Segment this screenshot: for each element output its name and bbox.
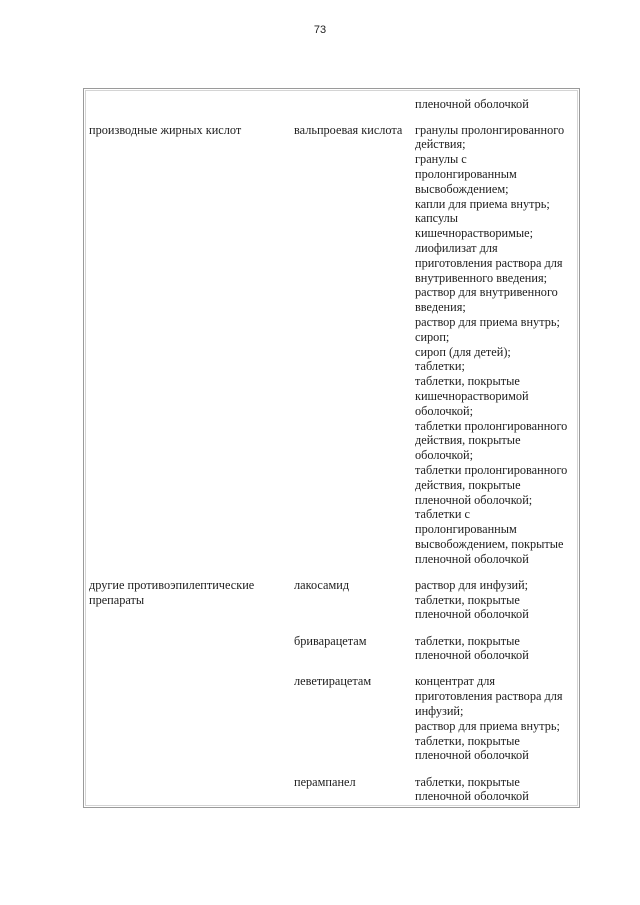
forms-line: приготовления раствора для — [415, 255, 563, 270]
drug-cell — [294, 123, 415, 567]
forms-line: высвобождением; — [415, 181, 509, 196]
forms-line: пролонгированным — [415, 167, 517, 182]
forms-line: сироп (для детей); — [415, 344, 511, 359]
forms-line: введения; — [415, 300, 466, 315]
forms-line: таблетки пролонгированного — [415, 418, 568, 433]
drug-line: лакосамид — [294, 577, 350, 592]
group-cell — [89, 775, 294, 805]
forms-line: оболочкой; — [415, 448, 474, 463]
drug-line: бриварацетам — [294, 633, 367, 648]
group-cell — [89, 634, 294, 664]
forms-line: таблетки; — [415, 359, 465, 374]
forms-line: капли для приема внутрь; — [415, 196, 550, 211]
table-row — [84, 123, 579, 567]
forms-line: раствор для инфузий; — [415, 577, 529, 592]
forms-line: высвобождением, покрытые — [415, 537, 564, 551]
forms-line: инфузий; — [415, 704, 464, 719]
forms-line: приготовления раствора для — [415, 689, 563, 704]
forms-line: пленочной оболочкой; — [415, 492, 533, 507]
forms-line: концентрат для — [415, 674, 496, 689]
forms-line: гранулы с — [415, 152, 467, 167]
group-line: производные жирных кислот — [89, 122, 242, 137]
table-row — [84, 634, 579, 664]
group-cell — [89, 123, 294, 567]
forms-line: пленочной оболочкой — [415, 789, 529, 804]
group-line: другие противоэпилептические — [89, 577, 255, 592]
forms-line: действия; — [415, 137, 466, 152]
forms-line: таблетки, покрытые — [415, 633, 520, 648]
forms-line: пленочной оболочкой — [415, 748, 529, 763]
forms-line: таблетки с — [415, 507, 470, 522]
drug-line: вальпроевая кислота — [294, 122, 403, 137]
table-rows — [84, 97, 579, 805]
forms-line: пленочной оболочкой — [415, 96, 529, 111]
forms-cell — [415, 578, 581, 622]
forms-cell — [415, 123, 581, 567]
forms-line: раствор для внутривенного — [415, 285, 558, 300]
drug-line: леветирацетам — [294, 674, 372, 689]
forms-line: пленочной оболочкой — [415, 648, 529, 663]
forms-line: пленочной оболочкой — [415, 607, 529, 622]
forms-line: внутривенного введения; — [415, 270, 548, 285]
forms-line: пролонгированным — [415, 522, 517, 537]
table-row — [84, 578, 579, 622]
drug-table — [83, 88, 580, 808]
forms-cell — [415, 775, 581, 805]
drug-cell — [294, 578, 415, 622]
forms-line: гранулы пролонгированного — [415, 122, 565, 137]
forms-line: раствор для приема внутрь; — [415, 718, 560, 733]
forms-line: оболочкой; — [415, 403, 474, 418]
forms-line: раствор для приема внутрь; — [415, 315, 560, 330]
drug-cell — [294, 674, 415, 763]
forms-line: лиофилизат для — [415, 241, 498, 256]
forms-line: таблетки пролонгированного — [415, 463, 568, 478]
drug-cell — [294, 97, 415, 112]
forms-line: кишечнорастворимые; — [415, 226, 534, 241]
table-row — [84, 97, 579, 112]
drug-cell — [294, 634, 415, 664]
forms-line: таблетки, покрытые — [415, 592, 520, 607]
page-number: 73 — [313, 24, 327, 36]
drug-cell — [294, 775, 415, 805]
forms-line: действия, покрытые — [415, 433, 521, 448]
table-row — [84, 674, 579, 763]
forms-line: сироп; — [415, 329, 450, 344]
group-cell — [89, 674, 294, 763]
forms-line: капсулы — [415, 211, 458, 226]
forms-line: таблетки, покрытые — [415, 774, 520, 789]
group-cell — [89, 578, 294, 622]
forms-cell — [415, 97, 581, 112]
forms-cell — [415, 634, 581, 664]
table-row — [84, 775, 579, 805]
forms-line: таблетки, покрытые — [415, 733, 520, 748]
forms-line: пленочной оболочкой — [415, 551, 529, 566]
forms-line: кишечнорастворимой — [415, 389, 529, 404]
drug-line: перампанел — [294, 774, 356, 789]
forms-cell — [415, 674, 581, 763]
group-cell — [89, 97, 294, 112]
group-line: препараты — [89, 592, 145, 607]
forms-line: таблетки, покрытые — [415, 374, 520, 389]
forms-line: действия, покрытые — [415, 477, 521, 492]
